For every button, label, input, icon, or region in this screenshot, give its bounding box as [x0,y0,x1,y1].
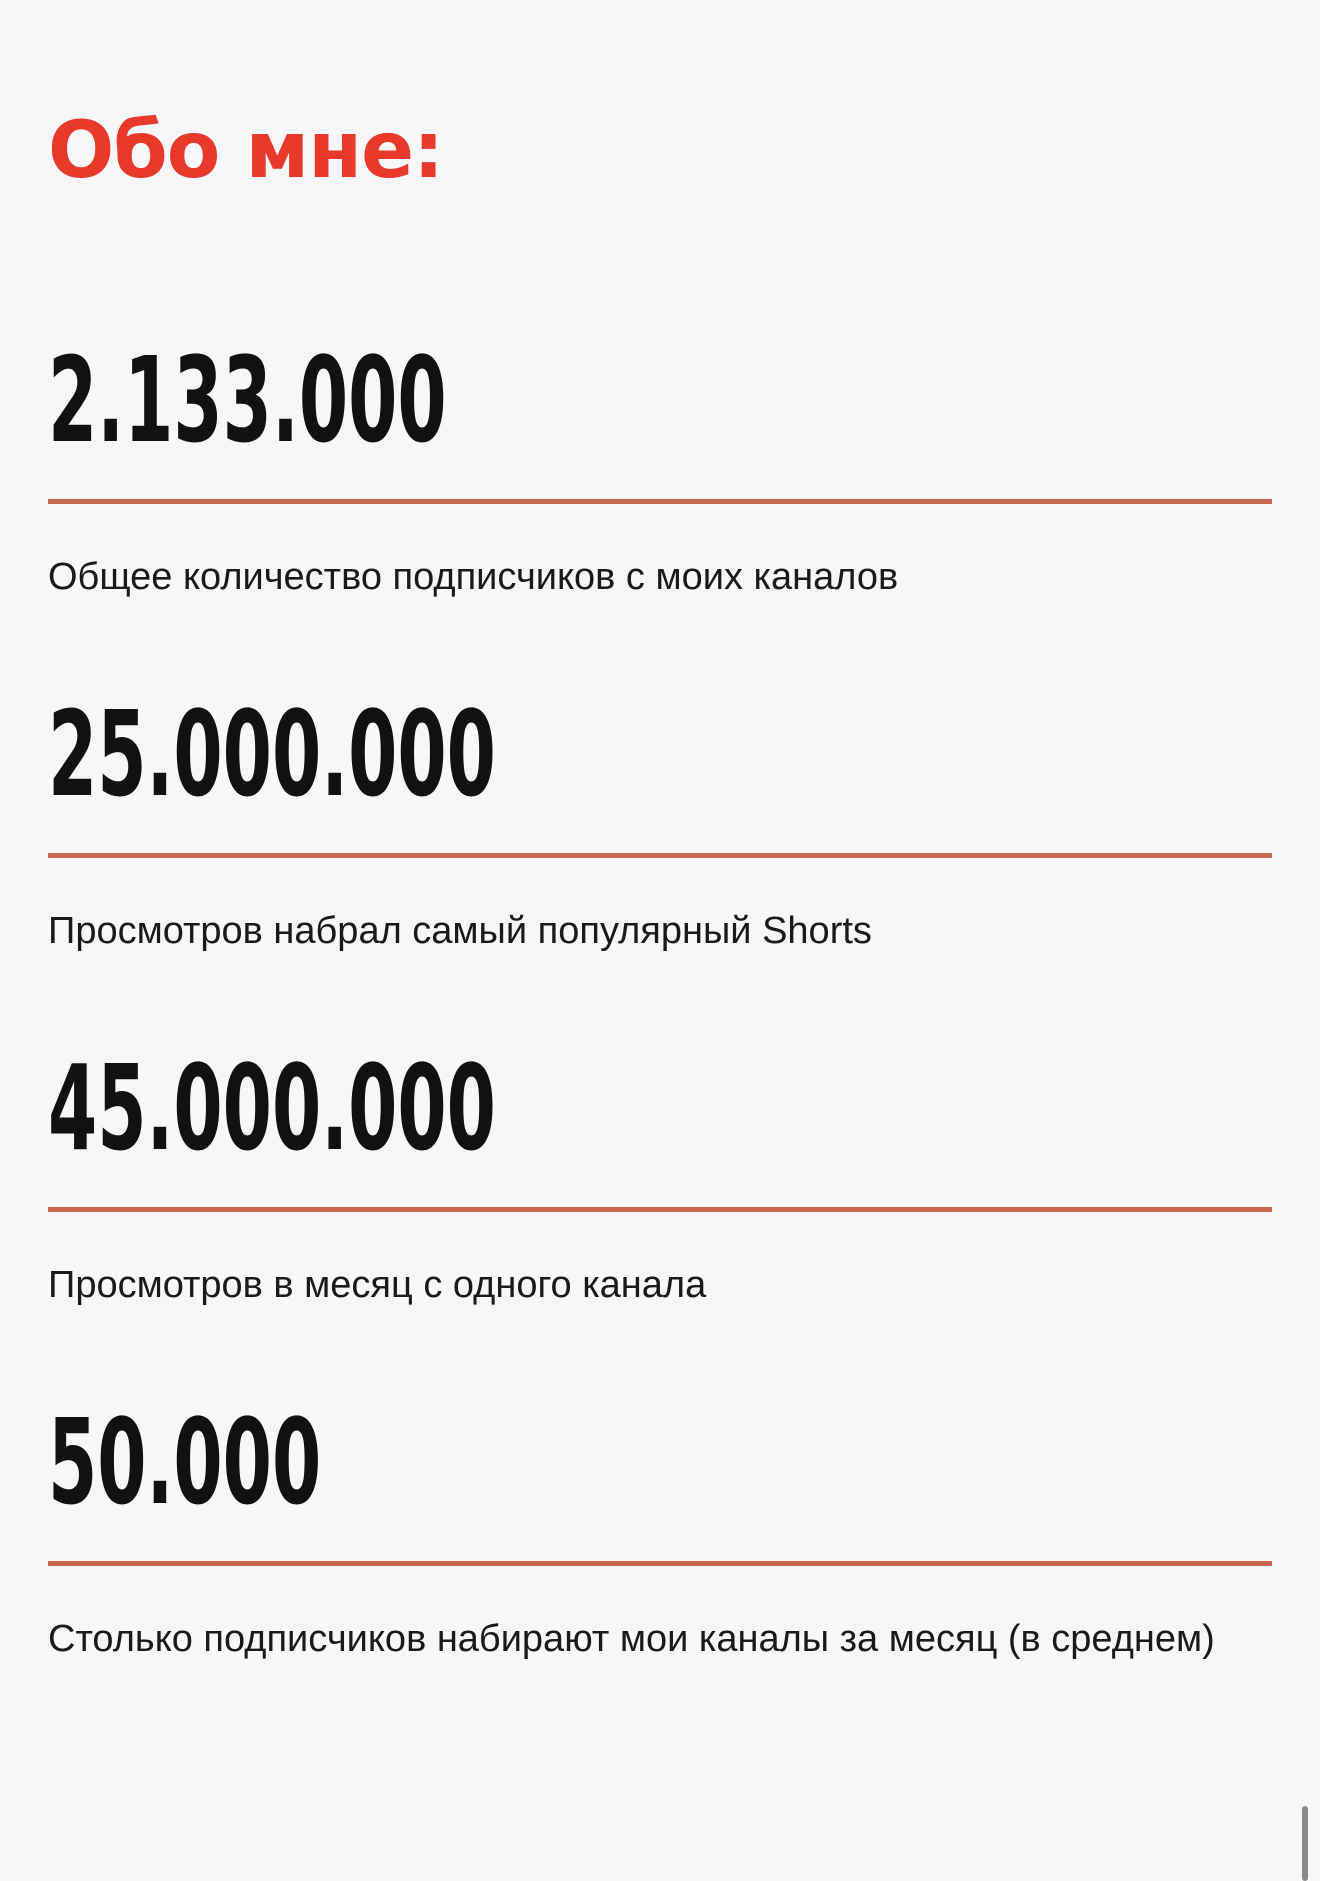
stat-value: 25.000.000 [48,685,496,823]
scrollbar-thumb[interactable] [1302,1806,1308,1881]
stat-divider [48,853,1272,858]
stat-label: Столько подписчиков набирают мои каналы за месяц (в среднем) [48,1618,1215,1660]
stat-label: Просмотров в месяц с одного канала [48,1264,707,1306]
section-title: Обо мне: [48,106,444,196]
stat-value: 45.000.000 [48,1039,496,1177]
stat-label: Просмотров набрал самый популярный Shorts [48,910,872,952]
stat-value: 2.133.000 [48,331,447,469]
stat-divider [48,1561,1272,1566]
stat-divider [48,499,1272,504]
stat-divider [48,1207,1272,1212]
stat-label: Общее количество подписчиков с моих каналов [48,556,899,598]
stat-value: 50.000 [48,1393,322,1531]
